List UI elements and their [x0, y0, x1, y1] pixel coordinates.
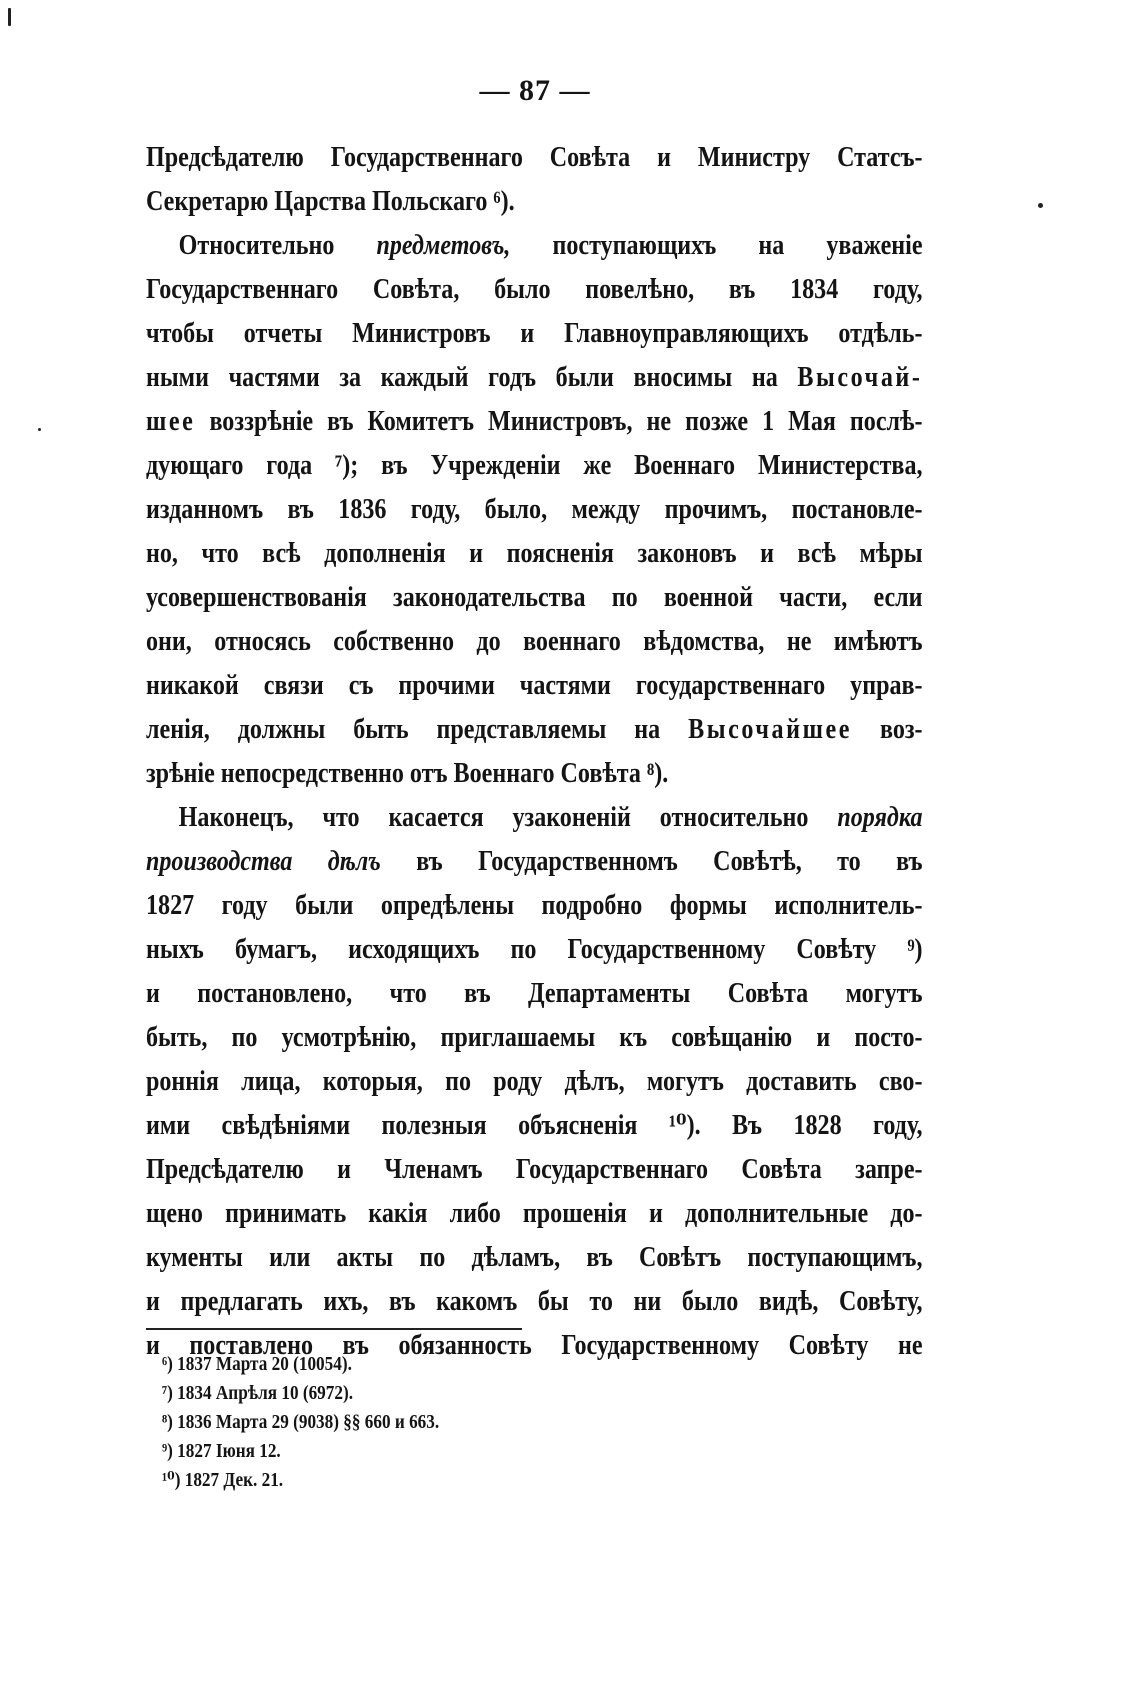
- word: году,: [872, 1110, 923, 1141]
- word: поставлено: [189, 1330, 313, 1361]
- word: всѣ: [262, 538, 301, 569]
- word: бы: [537, 1286, 569, 1317]
- text-line: [146, 752, 923, 796]
- word: либо: [449, 1198, 501, 1229]
- text-line: [146, 224, 923, 268]
- word: никакой: [146, 670, 239, 701]
- word: были: [295, 890, 354, 921]
- page-number: — 87 —: [479, 74, 591, 107]
- word: представляемы: [436, 714, 607, 745]
- text-line: [146, 576, 923, 620]
- text-line: [146, 136, 923, 180]
- word: полезныя: [381, 1110, 487, 1141]
- word: Совѣту: [796, 934, 877, 965]
- word: свѣдѣніями: [221, 1110, 351, 1141]
- word: и: [816, 1022, 831, 1053]
- word: прошенія: [522, 1198, 627, 1229]
- text-line: [146, 1236, 923, 1280]
- word: и: [520, 318, 535, 349]
- word: Государственномъ: [478, 846, 678, 877]
- word: Совѣта: [549, 142, 631, 173]
- word: Государственнаго: [515, 1154, 709, 1185]
- word: ¹⁰).: [668, 1110, 701, 1141]
- text-line: [146, 620, 923, 664]
- word: прочими: [398, 670, 495, 701]
- word: дѣлъ,: [564, 1066, 625, 1097]
- word: формы: [669, 890, 747, 921]
- word: Совѣтъ: [638, 1242, 722, 1273]
- word: Департаменты: [528, 978, 691, 1009]
- word: въ: [342, 1330, 369, 1361]
- word: Наконецъ,: [178, 802, 294, 833]
- word: лица,: [241, 1066, 301, 1097]
- text-line: [146, 488, 923, 532]
- word: между: [571, 494, 641, 525]
- word: относительно: [659, 802, 809, 833]
- word: воз-: [879, 714, 923, 745]
- text-line: [146, 1104, 923, 1148]
- word: опредѣлены: [380, 890, 515, 921]
- word: совѣщанію: [671, 1022, 793, 1053]
- text-line: [146, 532, 923, 576]
- footnote: ⁹) 1827 Іюня 12.: [162, 1440, 281, 1462]
- word: и: [146, 1286, 160, 1317]
- word: постановлено,: [197, 978, 353, 1009]
- word: запре-: [855, 1154, 923, 1185]
- word: въ: [416, 846, 443, 877]
- word: подробно: [541, 890, 643, 921]
- word: частями: [519, 670, 611, 701]
- footnote-divider: [146, 1328, 522, 1330]
- word: могутъ: [845, 978, 923, 1009]
- word: отчеты: [243, 318, 323, 349]
- word: году,: [873, 274, 923, 305]
- word: военнаго: [523, 626, 621, 657]
- word: и: [146, 1330, 160, 1361]
- word: должны: [237, 714, 326, 745]
- word: если: [873, 582, 923, 613]
- word: были: [555, 362, 614, 393]
- word: повелѣно,: [585, 274, 695, 305]
- text-line: [146, 1016, 923, 1060]
- word: щено: [146, 1198, 203, 1229]
- word: отдѣль-: [838, 318, 923, 349]
- word: Совѣта: [560, 758, 641, 789]
- text-line: [146, 180, 923, 224]
- text-line: [146, 444, 923, 488]
- word: Высочайшее: [688, 714, 853, 745]
- word: законовъ: [637, 538, 737, 569]
- word: Предсѣдателю: [146, 142, 304, 173]
- word: по: [419, 1242, 446, 1273]
- word: объясненія: [518, 1110, 638, 1141]
- word: Министровъ: [352, 318, 491, 349]
- word: Предсѣдателю: [146, 1154, 304, 1185]
- word: предметовъ,: [376, 230, 511, 261]
- word: они,: [146, 626, 192, 657]
- word: кументы: [146, 1242, 243, 1273]
- word: дѣлъ: [327, 846, 381, 877]
- word: шее: [146, 406, 196, 437]
- word: въ: [389, 1286, 416, 1317]
- word: въ: [586, 1242, 613, 1273]
- word: года: [266, 450, 313, 481]
- word: Мая: [788, 406, 836, 437]
- word: и: [760, 538, 774, 569]
- word: Совѣта: [741, 1154, 822, 1185]
- word: законодательства: [393, 582, 586, 613]
- word: быть,: [146, 1022, 208, 1053]
- text-line: [146, 312, 923, 356]
- word: производства: [146, 846, 293, 877]
- word: Относительно: [178, 230, 335, 261]
- word: и: [657, 142, 672, 173]
- word: по: [611, 582, 638, 613]
- word: Царства: [274, 186, 367, 217]
- text-line: [146, 1060, 923, 1104]
- word: отъ: [409, 758, 448, 789]
- word: поступающимъ,: [747, 1242, 923, 1273]
- word: ими: [146, 1110, 191, 1141]
- word: Государственному: [561, 1330, 760, 1361]
- word: Государственнаго: [330, 142, 523, 173]
- word: ными: [146, 362, 209, 393]
- word: Совѣтѣ,: [713, 846, 802, 877]
- word: какомъ: [436, 1286, 518, 1317]
- word: и: [337, 1154, 352, 1185]
- word: быть: [353, 714, 409, 745]
- word: годъ: [488, 362, 537, 393]
- word: исходящихъ: [348, 934, 480, 965]
- word: Военнаго: [453, 758, 555, 789]
- word: узаконеній: [512, 802, 631, 833]
- body-text: [146, 136, 923, 1368]
- footnote: ⁷) 1834 Апрѣля 10 (6972).: [162, 1382, 354, 1404]
- word: обязанность: [398, 1330, 532, 1361]
- word: исполнитель-: [774, 890, 923, 921]
- word: могутъ: [646, 1066, 724, 1097]
- word: Министерства,: [757, 450, 923, 481]
- word: Совѣту: [788, 1330, 869, 1361]
- word: Статсъ-: [837, 142, 923, 173]
- word: непосредственно: [220, 758, 404, 789]
- word: каждый: [380, 362, 469, 393]
- word: дующаго: [146, 450, 244, 481]
- word: не: [786, 626, 812, 657]
- word: въ: [728, 274, 756, 305]
- text-line: [146, 796, 923, 840]
- word: же: [583, 450, 612, 481]
- word: посто-: [854, 1022, 923, 1053]
- word: порядка: [837, 802, 923, 833]
- word: Государственному: [567, 934, 766, 965]
- footnotes: [162, 1350, 484, 1495]
- text-line: [146, 972, 923, 1016]
- word: связи: [263, 670, 324, 701]
- word: частями: [228, 362, 320, 393]
- footnote: ¹⁰) 1827 Дек. 21.: [162, 1469, 284, 1491]
- word: поясненія: [506, 538, 614, 569]
- word: въ: [464, 978, 491, 1009]
- word: ⁶).: [493, 186, 515, 217]
- word: Секретарю: [146, 186, 269, 217]
- word: что: [322, 802, 360, 833]
- word: принимать: [225, 1198, 347, 1229]
- word: и: [469, 538, 484, 569]
- word: въ: [896, 846, 923, 877]
- word: ныхъ: [146, 934, 204, 965]
- word: которыя,: [322, 1066, 423, 1097]
- word: на: [751, 362, 778, 393]
- word: доставить: [746, 1066, 857, 1097]
- word: не: [646, 406, 672, 437]
- word: съ: [348, 670, 374, 701]
- word: и: [146, 978, 160, 1009]
- text-line: [146, 1280, 923, 1324]
- word: Главноуправляющихъ: [564, 318, 809, 349]
- word: Учрежденіи: [430, 450, 561, 481]
- word: то: [837, 846, 861, 877]
- word: то: [589, 1286, 613, 1317]
- word: году,: [410, 494, 461, 525]
- word: что: [389, 978, 427, 1009]
- word: прочимъ,: [664, 494, 768, 525]
- word: акты: [336, 1242, 394, 1273]
- word: за: [339, 362, 362, 393]
- word: Министровъ,: [488, 406, 633, 437]
- word: Въ: [731, 1110, 763, 1141]
- word: предлагать: [180, 1286, 303, 1317]
- word: постановле-: [791, 494, 923, 525]
- word: въ: [287, 494, 314, 525]
- word: мѣры: [859, 538, 923, 569]
- word: 1: [762, 406, 775, 437]
- text-line: [146, 400, 923, 444]
- word: изданномъ: [146, 494, 264, 525]
- word: военной: [663, 582, 754, 613]
- text-line: [146, 1148, 923, 1192]
- word: было,: [484, 494, 548, 525]
- text-line: [146, 840, 923, 884]
- word: не: [897, 1330, 923, 1361]
- word: усовершенствованія: [146, 582, 367, 613]
- word: послѣ-: [849, 406, 923, 437]
- word: 1834: [790, 274, 839, 305]
- word: было: [681, 1286, 739, 1317]
- text-line: [146, 928, 923, 972]
- word: ⁹): [907, 934, 923, 965]
- word: въ: [327, 406, 354, 437]
- word: ихъ,: [323, 1286, 369, 1317]
- word: Государственнаго: [146, 274, 339, 305]
- margin-speck: [8, 8, 11, 26]
- word: Совѣта: [727, 978, 809, 1009]
- word: ⁸).: [646, 758, 669, 789]
- word: приглашаемы: [440, 1022, 596, 1053]
- word: 1828: [793, 1110, 842, 1141]
- margin-speck: [38, 428, 41, 431]
- word: по: [510, 934, 537, 965]
- word: до-: [890, 1198, 923, 1229]
- word: какія: [368, 1198, 428, 1229]
- word: Членамъ: [384, 1154, 483, 1185]
- word: или: [269, 1242, 311, 1273]
- text-line: [146, 708, 923, 752]
- word: году: [221, 890, 268, 921]
- word: воззрѣніе: [209, 406, 314, 437]
- word: Высочай-: [797, 362, 923, 393]
- word: на: [758, 230, 785, 261]
- word: дополнительные: [684, 1198, 869, 1229]
- word: Комитетъ: [367, 406, 475, 437]
- margin-speck: [1038, 203, 1043, 208]
- text-line: [146, 268, 923, 312]
- word: уваженіе: [826, 230, 923, 261]
- word: сво-: [878, 1066, 923, 1097]
- word: по: [445, 1066, 471, 1097]
- word: бумагъ,: [234, 934, 318, 965]
- text-line: [146, 356, 923, 400]
- word: позже: [685, 406, 749, 437]
- word: касается: [388, 802, 484, 833]
- text-line: [146, 884, 923, 928]
- word: Военнаго: [634, 450, 736, 481]
- word: Польскаго: [372, 186, 488, 217]
- word: части,: [779, 582, 848, 613]
- word: дополненія: [324, 538, 446, 569]
- word: по: [231, 1022, 258, 1053]
- footnote: ⁸) 1836 Марта 29 (9038) §§ 660 и 663.: [162, 1411, 440, 1433]
- word: на: [634, 714, 661, 745]
- word: поступающихъ: [552, 230, 717, 261]
- word: вносимы: [633, 362, 733, 393]
- word: всѣ: [797, 538, 836, 569]
- word: до: [476, 626, 501, 657]
- footnote: ⁶) 1837 Марта 20 (10054).: [162, 1353, 352, 1375]
- word: относясь: [214, 626, 311, 657]
- word: къ: [619, 1022, 648, 1053]
- word: но,: [146, 538, 178, 569]
- word: 1836: [338, 494, 387, 525]
- word: зрѣніе: [146, 758, 215, 789]
- text-line: [146, 664, 923, 708]
- word: собственно: [333, 626, 455, 657]
- word: роду: [493, 1066, 543, 1097]
- text-line: [146, 1192, 923, 1236]
- word: роннія: [146, 1066, 219, 1097]
- word: ни: [633, 1286, 662, 1317]
- word: Министру: [697, 142, 811, 173]
- word: государственнаго: [635, 670, 826, 701]
- word: было: [494, 274, 551, 305]
- word: 1827: [146, 890, 195, 921]
- word: Совѣту,: [839, 1286, 923, 1317]
- word: что: [201, 538, 239, 569]
- word: имѣютъ: [833, 626, 923, 657]
- word: Совѣта,: [372, 274, 460, 305]
- word: въ: [381, 450, 408, 481]
- word: чтобы: [146, 318, 214, 349]
- word: ленія,: [146, 714, 210, 745]
- word: и: [648, 1198, 663, 1229]
- word: вѣдомства,: [643, 626, 765, 657]
- word: видѣ,: [758, 1286, 819, 1317]
- word: ⁷);: [335, 450, 359, 481]
- word: усмотрѣнію,: [281, 1022, 417, 1053]
- word: управ-: [850, 670, 923, 701]
- word: дѣламъ,: [471, 1242, 561, 1273]
